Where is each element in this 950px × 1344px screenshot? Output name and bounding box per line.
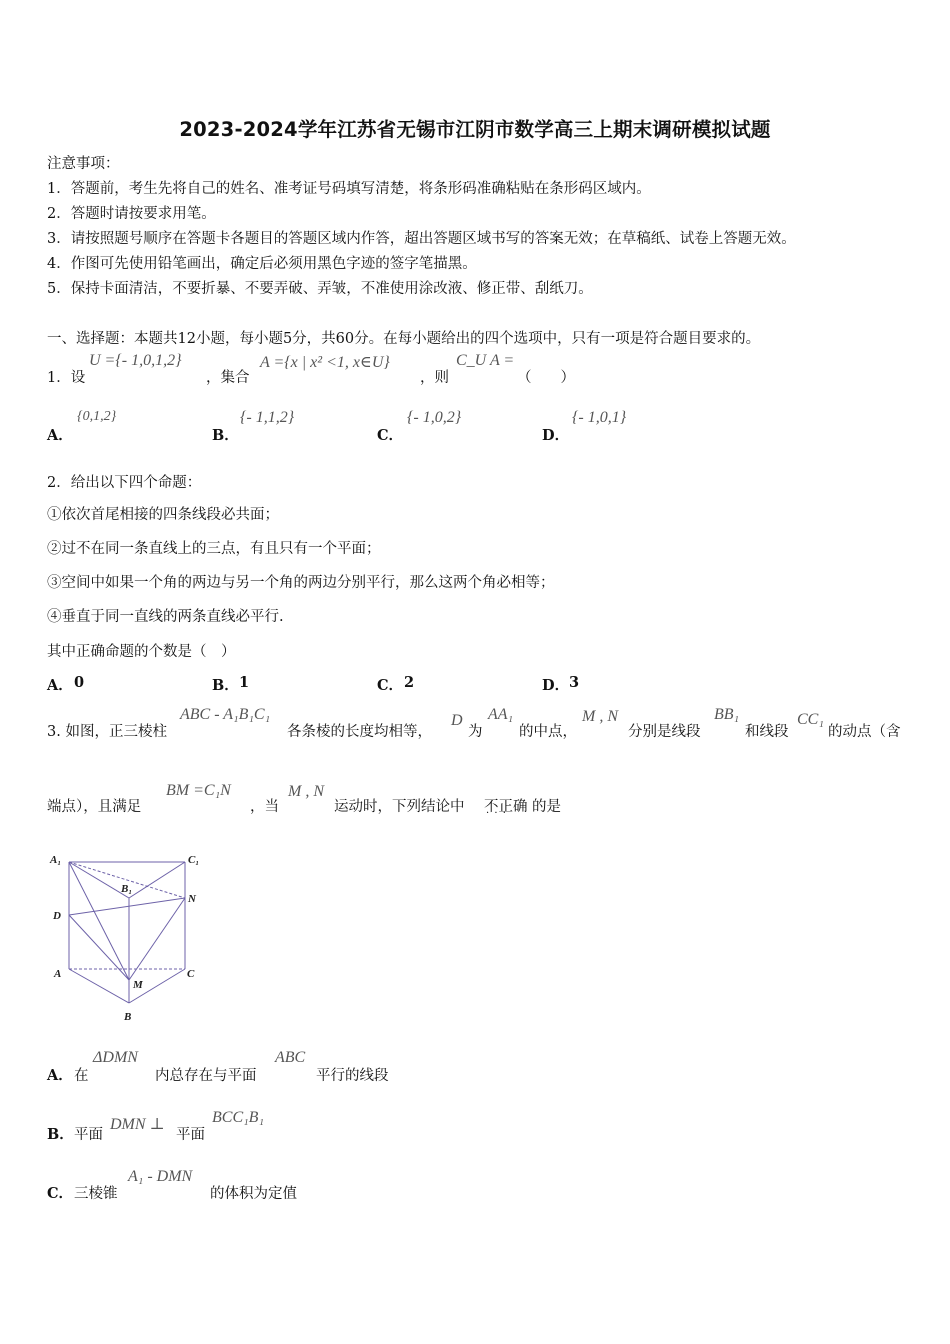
q1-option-b-label: B． (212, 427, 239, 444)
q3-math-mn: M , N (288, 783, 324, 800)
notice-heading: 注意事项： (47, 156, 120, 172)
edge-ab (69, 969, 129, 1003)
q1-option-c-value: {- 1,0,2} (407, 409, 462, 426)
q3-option-c-label: C． (47, 1185, 74, 1202)
section-heading: 一、选择题：本题共12小题，每小题5分，共60分。在每小题给出的四个选项中，只有一项是符合题目要求的。 (47, 331, 761, 347)
q3-option-b-math: DMN ⊥ (110, 1116, 165, 1133)
q3-option-c-math: A₁ - DMN (128, 1168, 193, 1185)
q3-option-b-math2: BCC₁B₁ (212, 1109, 265, 1126)
q1-option-d-value: {- 1,0,1} (572, 409, 627, 426)
q2-option-d-value: 3 (569, 674, 580, 691)
q3-text: 和线段 (745, 724, 789, 740)
q1-complement: C_U A = (456, 352, 515, 369)
q3-text: ，当 (250, 799, 279, 815)
edge-b1c1 (129, 862, 185, 898)
label-c: C (187, 968, 195, 980)
q2-question: 其中正确命题的个数是（ ） (47, 644, 236, 660)
q3-option-b-post: 平面 (176, 1127, 205, 1143)
line-mn (129, 898, 185, 980)
q3-text: 的动点（含 (828, 724, 901, 740)
q3-math-cc1: CC₁ (797, 711, 824, 728)
q1-option-b-value: {- 1,1,2} (240, 409, 295, 426)
q3-text: 分别是线段 (628, 724, 701, 740)
label-a: A (54, 968, 62, 980)
q1-set-a: A ={x | x² <1, x∈U} (260, 354, 390, 371)
q3-text: 的中点， (519, 724, 577, 740)
line-dn (69, 898, 185, 915)
label-c1: C₁ (188, 854, 200, 866)
q3-option-b-pre: 平面 (74, 1127, 103, 1143)
q2-prop: ③空间中如果一个角的两边与另一个角的两边分别平行，那么这两个角必相等； (47, 575, 555, 591)
q3-emphasis: 不正确 · · · (484, 795, 950, 816)
notice-item: 5．保持卡面清洁，不要折暴、不要弄破、弄皱，不准使用涂改液、修正带、刮纸刀。 (47, 281, 593, 297)
q1-paren: （ ） (517, 370, 575, 386)
q3-option-c-post: 的体积为定值 (210, 1186, 297, 1202)
notice-item: 1．答题前，考生先将自己的姓名、准考证号码填写清楚，将条形码准确粘贴在条形码区域内。 (47, 181, 651, 197)
q3-math-aa1: AA₁ (488, 706, 514, 723)
q2-option-c-label: C． (377, 677, 404, 694)
page-title: 2023-2024学年江苏省无锡市江阴市数学高三上期末调研模拟试题 (179, 118, 771, 141)
label-b: B (124, 1011, 132, 1023)
notice-item: 2．答题时请按要求用笔。 (47, 206, 216, 222)
label-a1: A₁ (50, 854, 62, 866)
q3-text: 运动时，下列结论中 (334, 799, 465, 815)
q2-prop: ④垂直于同一直线的两条直线必平行. (47, 609, 284, 625)
q2-stem: 2．给出以下四个命题： (47, 475, 202, 491)
q3-math-bb1: BB₁ (714, 706, 740, 723)
q1-set-u: U ={- 1,0,1,2} (89, 352, 182, 369)
q3-option-c-pre: 三棱锥 (74, 1186, 118, 1202)
label-d: D (53, 910, 61, 922)
q2-option-b-value: 1 (239, 674, 250, 691)
label-b1: B₁ (121, 883, 133, 895)
q2-option-a-value: 0 (74, 674, 85, 691)
q3-math-condition: BM =C₁N (166, 782, 231, 799)
q2-option-d-label: D． (542, 677, 570, 694)
q1-prefix: 1．设 (47, 370, 86, 386)
q3-option-a-post: 内总存在与平面 (155, 1068, 257, 1084)
label-m: M (133, 979, 143, 991)
q3-math-prism: ABC - A₁B₁C₁ (180, 706, 271, 723)
prism-figure (45, 848, 215, 1028)
q3-option-a-label: A． (47, 1067, 73, 1084)
q2-prop: ②过不在同一条直线上的三点，有且只有一个平面； (47, 541, 381, 557)
q1-mid: ，集合 (206, 370, 250, 386)
q2-option-b-label: B． (212, 677, 239, 694)
q3-text: 为 (468, 724, 483, 740)
q3-text: 端点），且满足 (47, 799, 142, 815)
q3-option-a-math: ΔDMN (93, 1049, 138, 1066)
q3-option-a-post2: 平行的线段 (316, 1068, 389, 1084)
q3-text: 3. 如图，正三棱柱 (47, 724, 167, 740)
notice-item: 4．作图可先使用铅笔画出，确定后必须用黑色字迹的签字笔描黑。 (47, 256, 477, 272)
q1-end: ，则 (420, 370, 449, 386)
q1-option-a-value: {0,1,2} (77, 409, 117, 424)
q2-option-c-value: 2 (404, 674, 415, 691)
q3-math-d: D (451, 712, 463, 729)
q2-prop: ①依次首尾相接的四条线段必共面； (47, 507, 279, 523)
label-n: N (188, 893, 196, 905)
q3-option-a-math2: ABC (275, 1049, 306, 1066)
q1-option-a-label: A． (47, 427, 73, 444)
notice-item: 3．请按照题号顺序在答题卡各题目的答题区域内作答，超出答题区域书写的答案无效；在草稿纸、试卷上答题无效。 (47, 231, 796, 247)
q3-text: 的是 (532, 799, 561, 815)
q3-option-b-label: B． (47, 1126, 74, 1143)
q2-option-a-label: A． (47, 677, 73, 694)
line-dm (69, 915, 129, 980)
q3-text: 各条棱的长度均相等， (287, 724, 432, 740)
q3-math-mn: M , N (582, 708, 618, 725)
q1-option-d-label: D． (542, 427, 570, 444)
q1-option-c-label: C． (377, 427, 404, 444)
q3-option-a-pre: 在 (74, 1068, 89, 1084)
